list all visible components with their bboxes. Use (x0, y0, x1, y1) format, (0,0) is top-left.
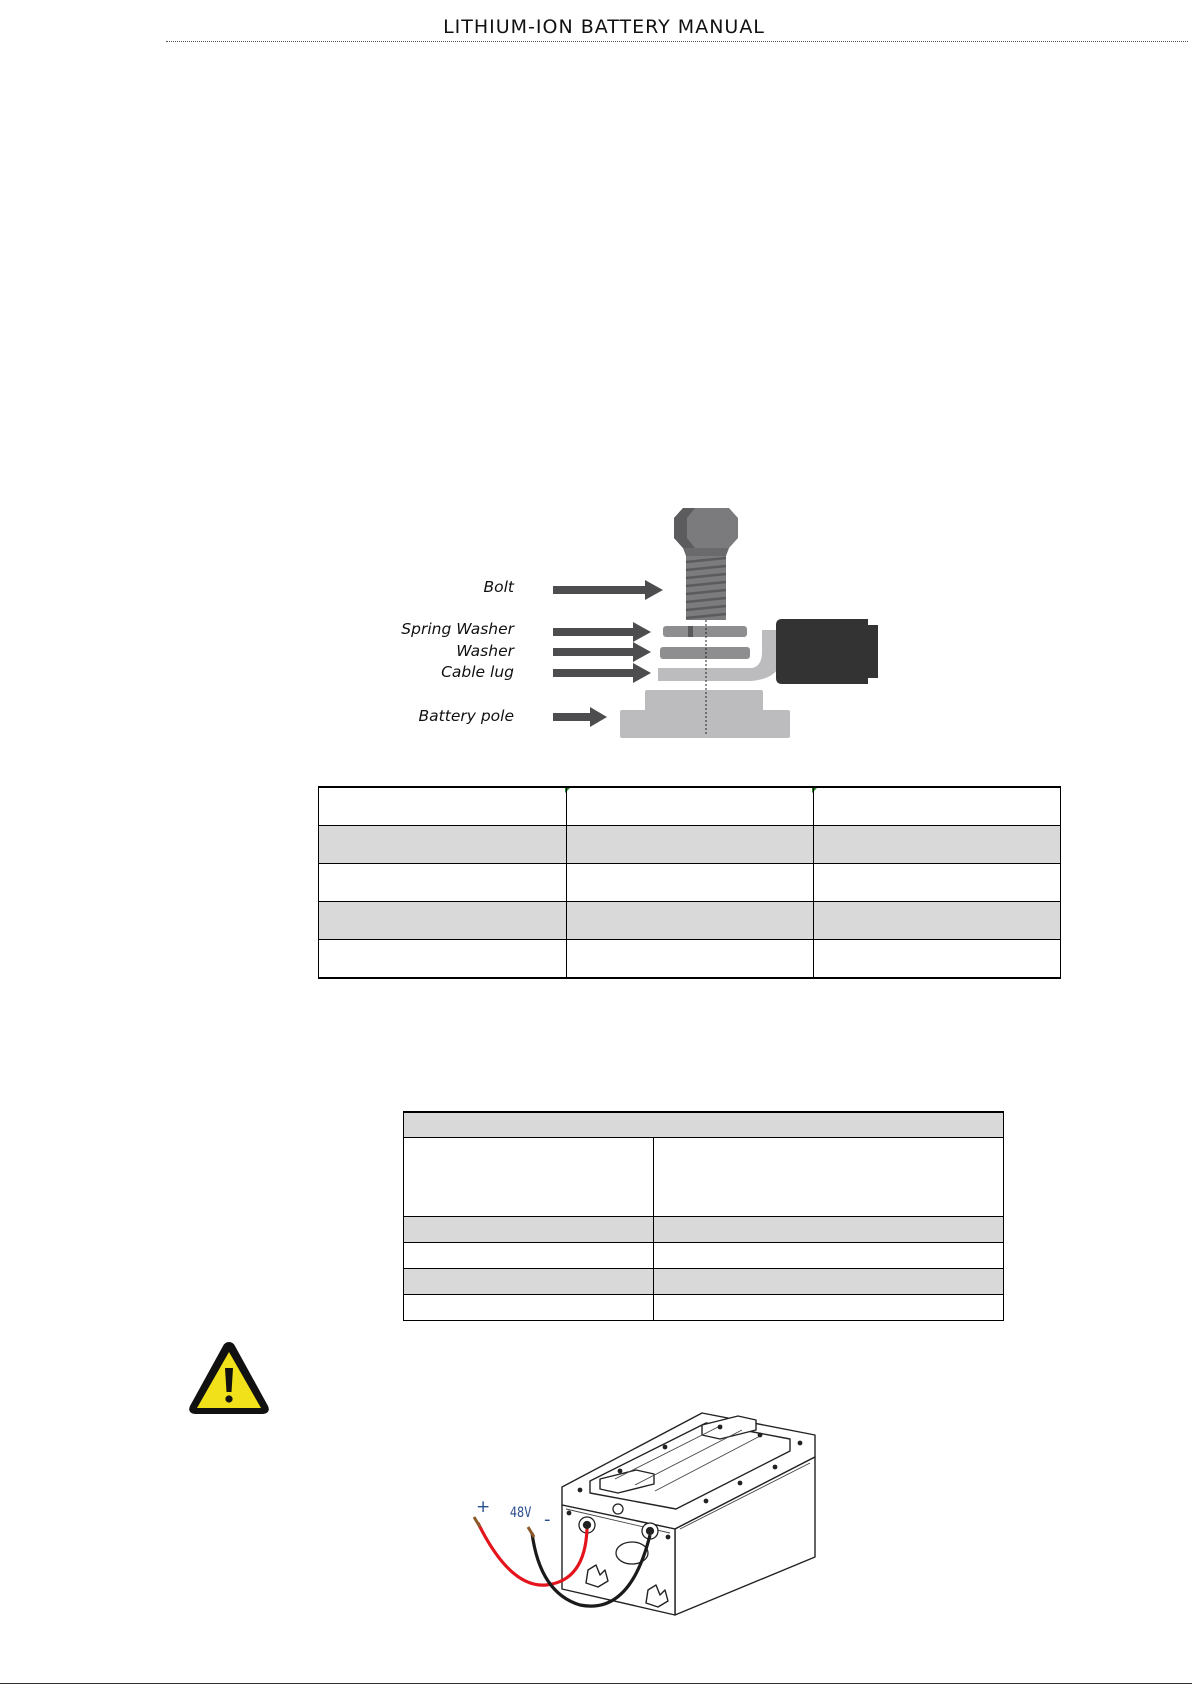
table-cell (654, 1243, 1004, 1269)
table-row (404, 1269, 1004, 1295)
battery-port (613, 1504, 623, 1514)
table-cell (567, 826, 814, 864)
table-cell (654, 1269, 1004, 1295)
table-cell (404, 1295, 654, 1321)
page-header-title: LITHIUM-ION BATTERY MANUAL (443, 16, 765, 38)
arrow-battery-pole (553, 707, 607, 727)
table-cell (814, 940, 1061, 979)
table-row (404, 1138, 1004, 1217)
table-header-cell (567, 787, 814, 826)
label-spring-washer: Spring Washer (401, 620, 514, 638)
table-cell (567, 902, 814, 940)
table-title-cell (404, 1112, 1004, 1138)
table-row (404, 1295, 1004, 1321)
table-cell (319, 826, 567, 864)
table-cell (319, 940, 567, 979)
table-row (319, 902, 1061, 940)
table-title-row (404, 1112, 1004, 1138)
positive-label: + (476, 1497, 491, 1517)
washer-shape (660, 647, 750, 659)
table-cell (814, 826, 1061, 864)
table-header-cell (814, 787, 1061, 826)
table-row (404, 1243, 1004, 1269)
label-washer: Washer (456, 642, 514, 660)
arrow-bolt (553, 580, 663, 600)
arrow-cable-lug (553, 663, 651, 683)
table-row (404, 1217, 1004, 1243)
negative-label: - (544, 1509, 551, 1530)
battery-connection-figure (470, 1405, 830, 1635)
table-cell (319, 902, 567, 940)
arrow-spring-washer (553, 622, 651, 642)
table-cell (654, 1295, 1004, 1321)
page-bottom-edge (0, 1683, 1192, 1684)
label-battery-pole: Battery pole (418, 707, 514, 725)
bolt-shape (674, 508, 738, 620)
table-cell (404, 1243, 654, 1269)
table-cell (814, 902, 1061, 940)
table-cell (654, 1138, 1004, 1217)
table-cell (404, 1269, 654, 1295)
table-cell (404, 1217, 654, 1243)
bolt-assembly-drawing (420, 500, 900, 744)
table-header-row (319, 787, 1061, 826)
table-row (319, 826, 1061, 864)
table-cell (814, 864, 1061, 902)
label-bolt: Bolt (483, 578, 514, 596)
spring-washer-shape (663, 626, 747, 637)
arrow-washer (553, 642, 651, 662)
spec-table (403, 1111, 1004, 1321)
header-divider (166, 41, 1188, 42)
table-cell (319, 864, 567, 902)
table-cell (567, 940, 814, 979)
bolt-assembly-diagram (401, 500, 900, 744)
table-row (319, 864, 1061, 902)
battery-pole-shape (620, 690, 790, 738)
voltage-label: 48V (509, 1505, 532, 1521)
table-header-cell (319, 787, 567, 826)
table-cell (654, 1217, 1004, 1243)
table-cell (404, 1138, 654, 1217)
warning-triangle-icon (186, 1338, 272, 1418)
table-row (319, 940, 1061, 979)
torque-table (318, 786, 1061, 979)
table-cell (567, 864, 814, 902)
positive-cable-tip (474, 1517, 480, 1527)
label-cable-lug: Cable lug (441, 663, 514, 681)
